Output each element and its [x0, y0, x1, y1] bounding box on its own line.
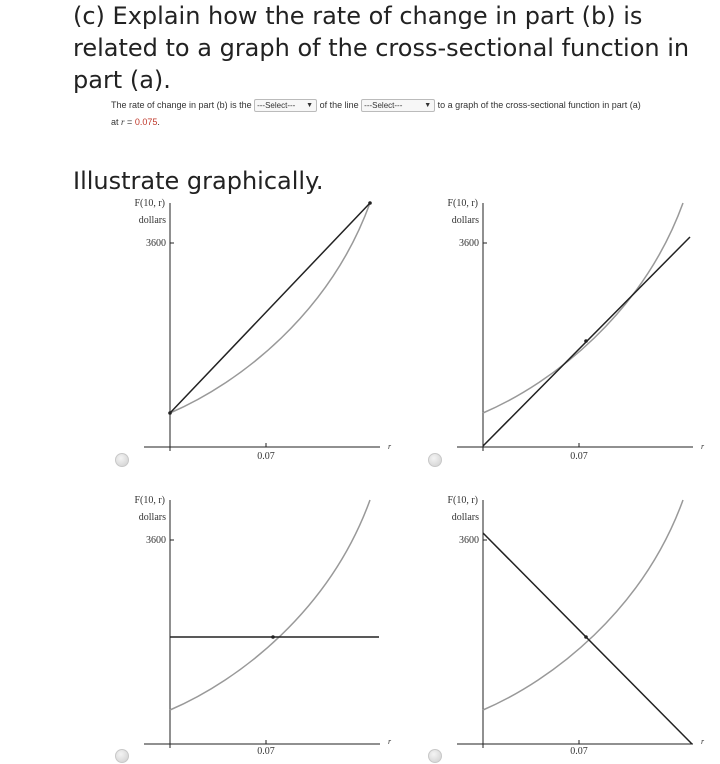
graph-2-svg	[413, 196, 703, 461]
x-tick-label: 0.07	[257, 746, 275, 757]
radio-option-1[interactable]	[115, 453, 129, 467]
radio-option-4[interactable]	[428, 749, 442, 763]
select-dropdown-1[interactable]	[254, 99, 317, 112]
sentence-text-1: The rate of change in part (b) is the	[111, 100, 252, 110]
graph-1-svg	[100, 196, 390, 461]
x-tick-label: 0.07	[570, 451, 588, 462]
point-marker	[271, 635, 275, 639]
x-axis-variable: r	[388, 442, 392, 451]
cross-section-curve	[170, 500, 370, 710]
select-1-value: ---Select---	[257, 101, 296, 111]
y-tick-label: 3600	[459, 535, 479, 546]
y-tick-label: 3600	[459, 238, 479, 249]
x-axis-variable: r	[701, 737, 705, 746]
r-variable: r	[121, 117, 125, 127]
sentence-text-3: to a graph of the cross-sectional function in part (a)	[437, 100, 641, 110]
chevron-down-icon: ▼	[424, 102, 432, 110]
y-axis-unit: dollars	[451, 215, 479, 226]
x-tick-label: 0.07	[257, 451, 275, 462]
y-axis-label: F(10, r)	[134, 198, 165, 209]
graph-option-4	[413, 493, 703, 758]
graph-3-svg	[100, 493, 390, 758]
point-marker	[368, 201, 372, 205]
question-title: (c) Explain how the rate of change in part (b) is related to a graph of the cross-sectional function in part (a).	[73, 2, 690, 94]
sentence-text-2: of the line	[319, 100, 359, 110]
answer-sentence	[111, 97, 701, 131]
y-axis-label: F(10, r)	[134, 495, 165, 506]
secant-line	[170, 203, 370, 413]
y-axis-label: F(10, r)	[447, 198, 478, 209]
illustrate-heading: Illustrate graphically.	[73, 167, 324, 195]
y-tick-label: 3600	[146, 238, 166, 249]
graph-option-1	[100, 196, 390, 461]
y-axis-label: F(10, r)	[447, 495, 478, 506]
point-marker	[168, 411, 172, 415]
x-axis-variable: r	[388, 737, 392, 746]
select-2-value: ---Select---	[364, 101, 403, 111]
cross-section-curve	[483, 500, 683, 710]
x-tick-label: 0.07	[570, 746, 588, 757]
x-axis-variable: r	[701, 442, 705, 451]
y-axis-unit: dollars	[138, 512, 166, 523]
point-marker	[584, 339, 588, 343]
r-equals: =	[124, 117, 135, 127]
graph-4-svg	[413, 493, 703, 758]
graph-option-3	[100, 493, 390, 758]
r-value: 0.075	[134, 117, 158, 127]
y-tick-label: 3600	[146, 535, 166, 546]
cross-section-curve	[483, 203, 683, 413]
negative-slope-line	[483, 533, 692, 744]
select-dropdown-2[interactable]	[361, 99, 435, 112]
chevron-down-icon: ▼	[306, 102, 314, 110]
point-marker	[584, 635, 588, 639]
radio-option-3[interactable]	[115, 749, 129, 763]
y-axis-unit: dollars	[138, 215, 166, 226]
y-axis-unit: dollars	[451, 512, 479, 523]
radio-option-2[interactable]	[428, 453, 442, 467]
graph-option-2	[413, 196, 703, 461]
r-period: .	[157, 117, 160, 127]
sentence-text-4: at	[111, 117, 119, 127]
